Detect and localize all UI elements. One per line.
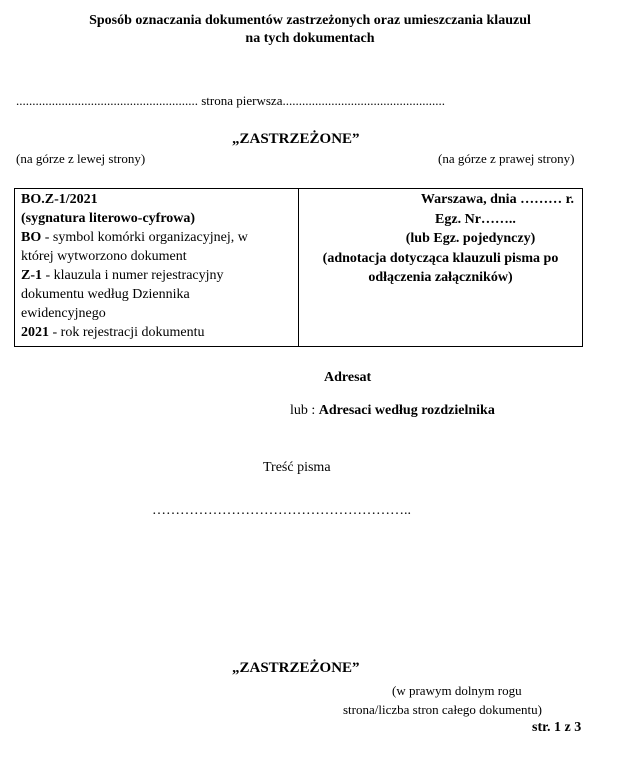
or-prefix: lub : bbox=[290, 403, 319, 418]
annotation-line-1: (adnotacja dotycząca klauzuli pisma po bbox=[322, 250, 559, 266]
single-copy: (lub Egz. pojedynczy) bbox=[405, 231, 536, 246]
top-classification: „ZASTRZEŻONE” bbox=[232, 131, 360, 147]
z1-desc-1: - klauzula i numer rejestracyjny bbox=[42, 268, 224, 283]
document-signature: BO.Z-1/2021 bbox=[21, 192, 98, 207]
copy-number: Egz. Nr…….. bbox=[435, 211, 516, 227]
z1-desc-2: dokumentu według Dziennika bbox=[21, 287, 190, 302]
addressee: Adresat bbox=[324, 370, 372, 385]
title-line-2: na tych dokumentach bbox=[245, 31, 375, 46]
box-right-column bbox=[299, 189, 582, 346]
bo-term: BO bbox=[21, 230, 42, 245]
bo-definition bbox=[21, 228, 292, 247]
year-definition bbox=[21, 323, 292, 342]
addressees-list: Adresaci według rozdzielnika bbox=[318, 403, 495, 418]
signature-description: (sygnatura literowo-cyfrowa) bbox=[21, 211, 196, 226]
letter-body-label: Treść pisma bbox=[263, 460, 331, 475]
letter-body-dots: ……………………………………………….. bbox=[152, 503, 411, 518]
first-page-line: ........................................................ strona pierwsza.................................................. bbox=[16, 93, 445, 108]
bo-desc-2: której wytworzono dokument bbox=[21, 249, 187, 264]
document-title bbox=[0, 12, 620, 48]
bottom-note-line-2: strona/liczba stron całego dokumentu) bbox=[343, 702, 542, 717]
header-box bbox=[14, 188, 583, 347]
top-left-note: (na górze z lewej strony) bbox=[16, 151, 146, 166]
z1-desc-3: ewidencyjnego bbox=[21, 306, 106, 321]
place-date: Warszawa, dnia ……… r. bbox=[420, 192, 574, 207]
bottom-classification: „ZASTRZEŻONE” bbox=[232, 660, 360, 676]
addressees-line bbox=[290, 403, 495, 419]
year-desc: - rok rejestracji dokumentu bbox=[49, 325, 205, 340]
z1-term: Z-1 bbox=[21, 268, 42, 283]
title-line-1: Sposób oznaczania dokumentów zastrzeżonych oraz umieszczania klauzul bbox=[89, 13, 531, 28]
top-right-note: (na górze z prawej strony) bbox=[438, 151, 575, 166]
z1-definition bbox=[21, 266, 292, 285]
annotation-line-2: odłączenia załączników) bbox=[368, 270, 513, 285]
bo-desc-1: - symbol komórki organizacyjnej, w bbox=[41, 230, 248, 245]
bottom-note-line-1: (w prawym dolnym rogu bbox=[392, 683, 522, 698]
year-term: 2021 bbox=[21, 325, 49, 340]
page-number: str. 1 z 3 bbox=[532, 720, 582, 735]
box-left-column bbox=[15, 189, 299, 346]
